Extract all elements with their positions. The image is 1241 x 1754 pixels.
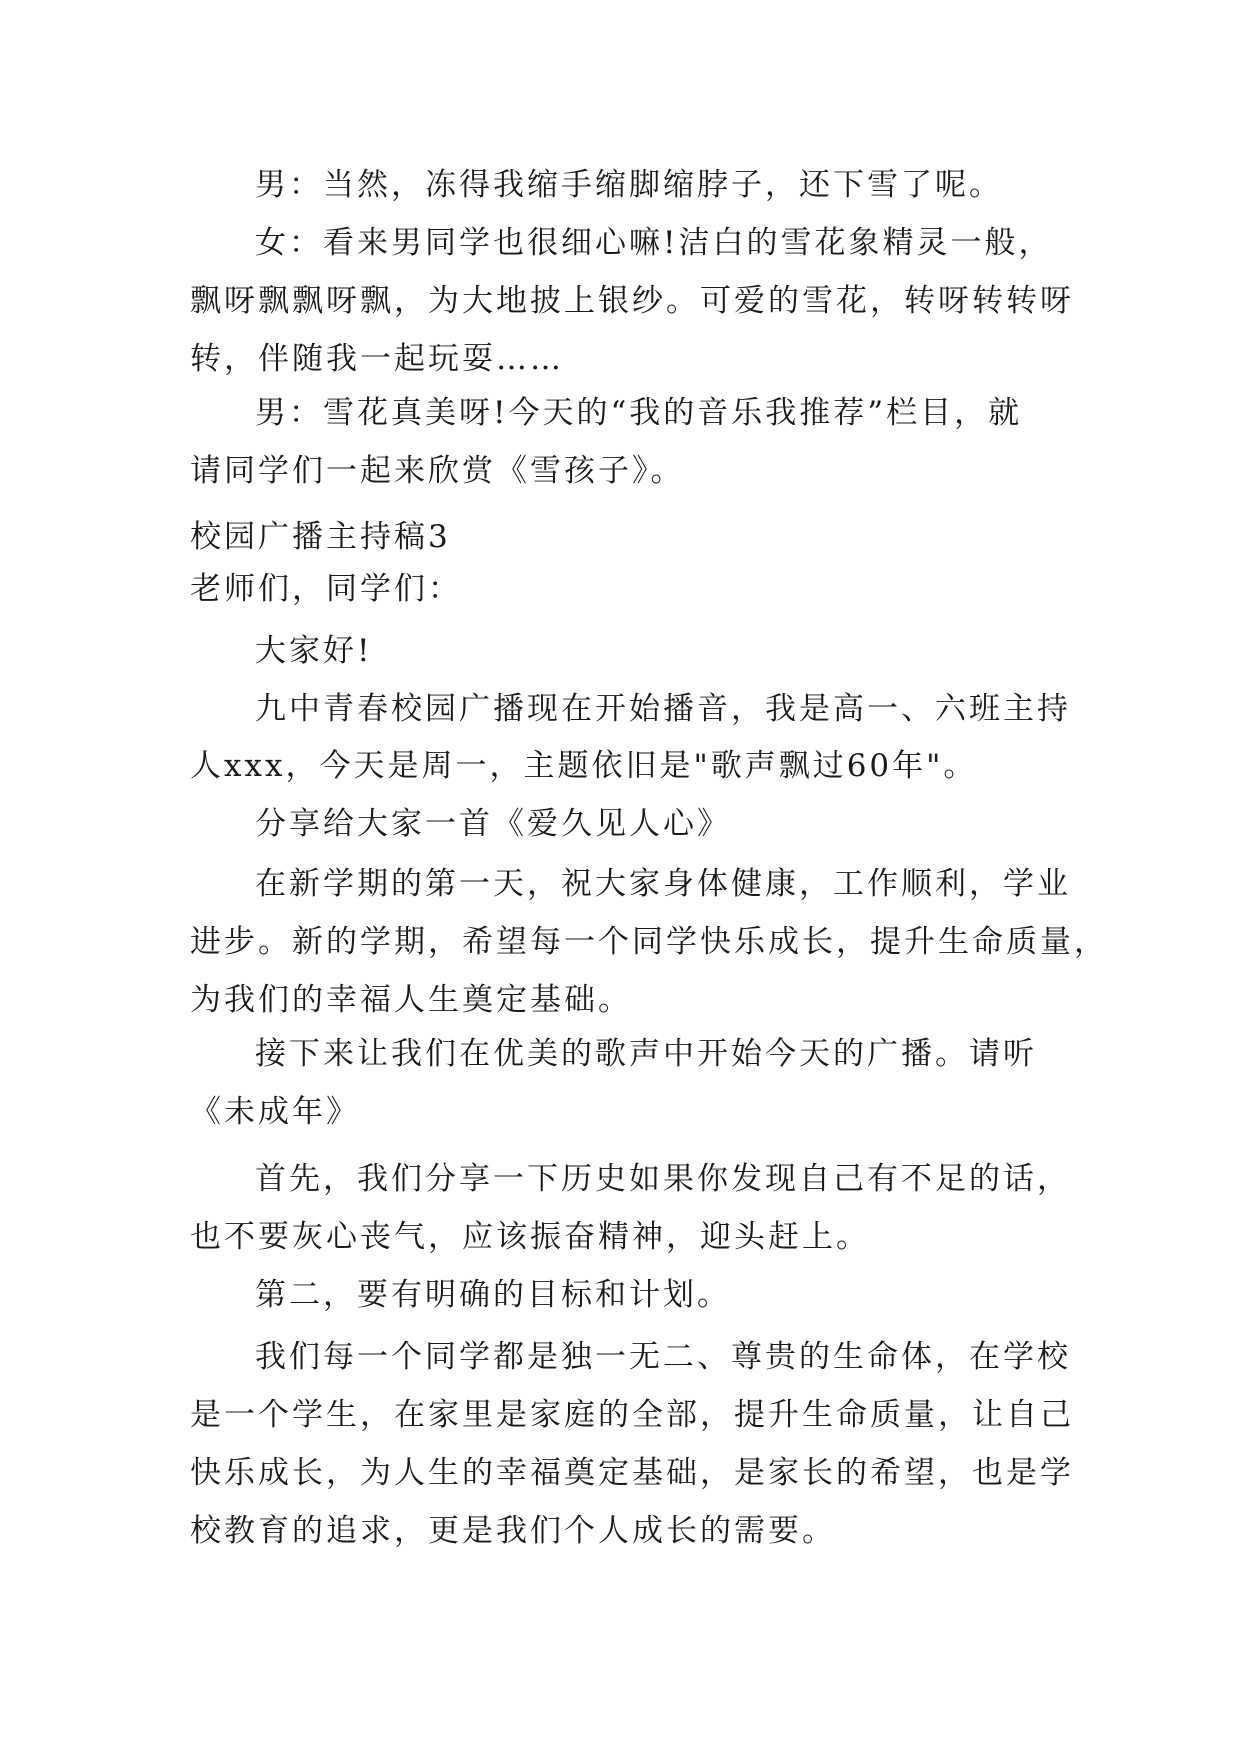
paragraph (190, 1025, 1060, 1083)
paragraph (190, 214, 1060, 272)
paragraph (190, 680, 1071, 738)
text-line: 请同学们一起来欣赏《雪孩子》。 (190, 453, 685, 489)
text-line: 是一个学生，在家里是家庭的全部，提升生命质量，让自己 (190, 1397, 1074, 1433)
paragraph-continuation (190, 737, 1060, 795)
text-line: 首先，我们分享一下历史如果你发现自己有不足的话， (255, 1161, 1071, 1197)
paragraph (190, 795, 1060, 853)
heading-text: 校园广播主持稿3 (190, 519, 451, 555)
paragraph-continuation (190, 272, 1074, 388)
text-line: 我们每一个同学都是独一无二、尊贵的生命体，在学校 (255, 1339, 1071, 1375)
text-line: 校教育的追求，更是我们个人成长的需要。 (190, 1513, 836, 1549)
salutation (190, 560, 1060, 618)
text-line: 《未成年》 (190, 1094, 360, 1130)
text-line: 分享给大家一首《爱久见人心》 (255, 806, 731, 842)
text-line: 女：看来男同学也很细心嘛!洁白的雪花象精灵一般， (255, 225, 1053, 261)
paragraph (190, 1328, 1071, 1386)
text-line: 九中青春校园广播现在开始播音，我是高一、六班主持 (255, 691, 1071, 727)
text-line: 男：当然，冻得我缩手缩脚缩脖子，还下雪了呢。 (255, 167, 1003, 203)
text-line: 大家好! (255, 633, 373, 669)
paragraph (190, 1266, 1060, 1324)
text-line: 男：雪花真美呀!今天的“我的音乐我推荐”栏目，就 (255, 395, 1023, 431)
text-line: 转，伴随我一起玩耍…… (190, 341, 564, 377)
text-line: 在新学期的第一天，祝大家身体健康，工作顺利，学业 (255, 866, 1071, 902)
paragraph-continuation (190, 1386, 1074, 1560)
paragraph (190, 622, 1060, 680)
paragraph (190, 1150, 1071, 1208)
paragraph (190, 855, 1071, 913)
text-line: 飘呀飘飘呀飘，为大地披上银纱。可爱的雪花，转呀转转呀 (190, 283, 1074, 319)
section-heading (190, 508, 1060, 566)
text-line: 第二，要有明确的目标和计划。 (255, 1277, 731, 1313)
paragraph (190, 156, 1060, 214)
paragraph-continuation (190, 442, 1060, 500)
text-line: 进步。新的学期，希望每一个同学快乐成长，提升生命质量， (190, 924, 1108, 960)
text-line: 也不要灰心丧气，应该振奋精神，迎头赶上。 (190, 1219, 870, 1255)
text-line: 快乐成长，为人生的幸福奠定基础，是家长的希望，也是学 (190, 1455, 1074, 1491)
paragraph-continuation (190, 1083, 1060, 1141)
paragraph (190, 384, 1060, 442)
text-line: 接下来让我们在优美的歌声中开始今天的广播。请听 (255, 1036, 1037, 1072)
paragraph-continuation (190, 1208, 1060, 1266)
text-line: 为我们的幸福人生奠定基础。 (190, 982, 632, 1018)
text-line: 人xxx，今天是周一，主题依旧是"歌声飘过60年"。 (190, 748, 978, 784)
paragraph-continuation (190, 913, 1108, 1029)
text-line: 老师们，同学们： (190, 571, 462, 607)
